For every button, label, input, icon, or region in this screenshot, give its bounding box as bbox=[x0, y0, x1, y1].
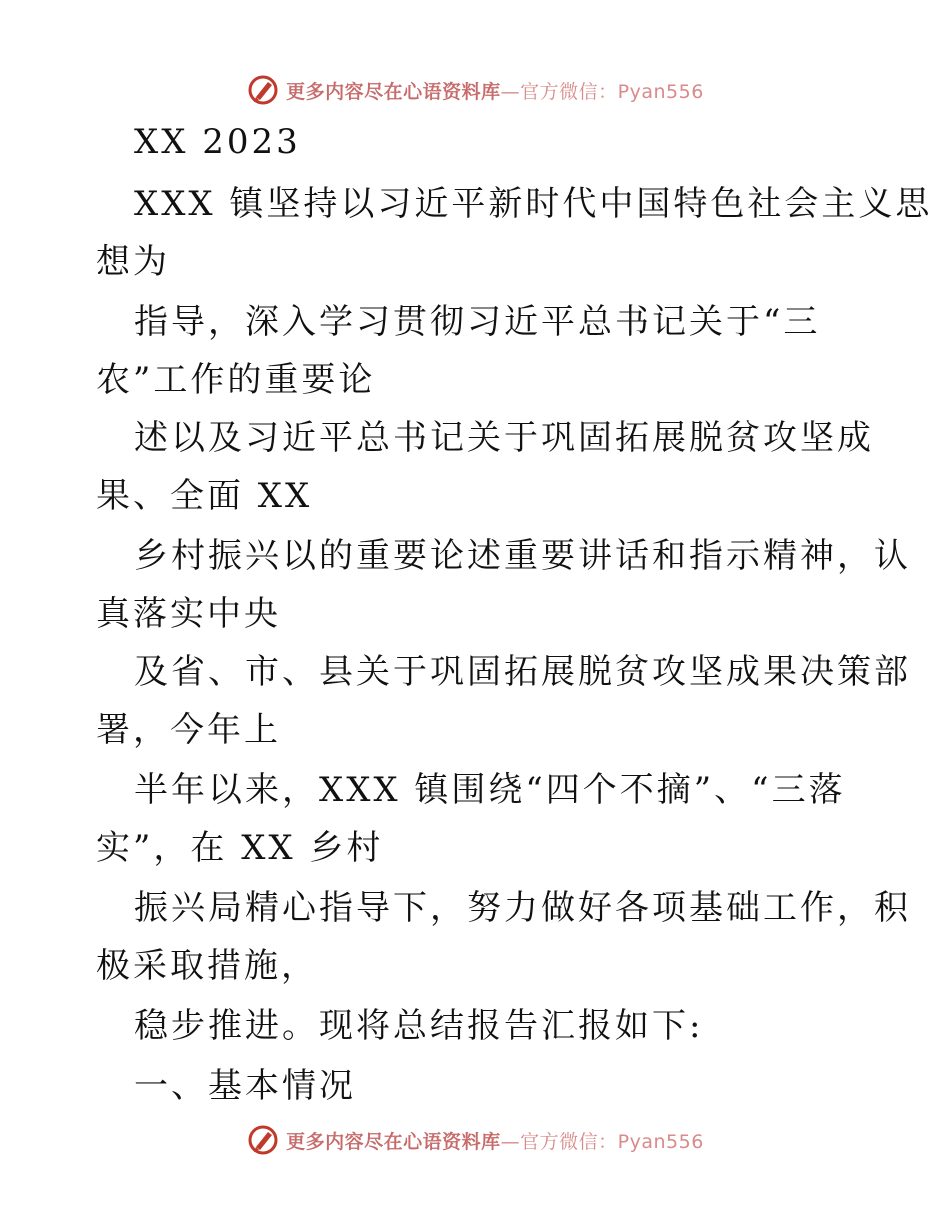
watermark-separator: — bbox=[500, 1130, 521, 1153]
paragraph-line: 想为 bbox=[96, 242, 170, 282]
paragraph-line: 果、全面 XX bbox=[96, 476, 313, 516]
paragraph-line: 真落实中央 bbox=[96, 594, 281, 634]
watermark-separator: — bbox=[500, 80, 521, 103]
watermark-site: 更多内容尽在心语资料库 bbox=[286, 1130, 501, 1153]
paragraph-line: 农”工作的重要论 bbox=[96, 360, 376, 400]
paragraph-line: 半年以来，XXX 镇围绕“四个不摘”、“三落 bbox=[134, 770, 846, 810]
paragraph-line: 振兴局精心指导下，努力做好各项基础工作，积 bbox=[134, 888, 911, 928]
paragraph-line: XX 2023 bbox=[134, 122, 301, 162]
paragraph-line: 指导，深入学习贯彻习近平总书记关于“三 bbox=[134, 302, 821, 342]
paragraph-line: 及省、市、县关于巩固拓展脱贫攻坚成果决策部 bbox=[134, 652, 911, 692]
pen-logo-icon bbox=[246, 73, 280, 107]
header-watermark bbox=[0, 70, 950, 110]
paragraph-line: XXX 镇坚持以习近平新时代中国特色社会主义思 bbox=[134, 184, 933, 224]
paragraph-line: 述以及习近平总书记关于巩固拓展脱贫攻坚成 bbox=[134, 418, 874, 458]
watermark-contact: 官方微信：Pyan556 bbox=[520, 1130, 704, 1153]
section-heading: 一、基本情况 bbox=[134, 1066, 356, 1106]
paragraph-line: 乡村振兴以的重要论述重要讲话和指示精神，认 bbox=[134, 536, 911, 576]
paragraph-line: 署，今年上 bbox=[96, 710, 281, 750]
footer-watermark bbox=[0, 1120, 950, 1160]
watermark-text bbox=[286, 1127, 704, 1154]
paragraph-line: 稳步推进。现将总结报告汇报如下: bbox=[134, 1006, 704, 1046]
watermark-text bbox=[286, 77, 704, 104]
paragraph-line: 实”，在 XX 乡村 bbox=[96, 828, 384, 868]
watermark-site: 更多内容尽在心语资料库 bbox=[286, 80, 501, 103]
watermark-contact: 官方微信：Pyan556 bbox=[520, 80, 704, 103]
pen-logo-icon bbox=[246, 1123, 280, 1157]
paragraph-line: 极采取措施， bbox=[96, 946, 318, 986]
